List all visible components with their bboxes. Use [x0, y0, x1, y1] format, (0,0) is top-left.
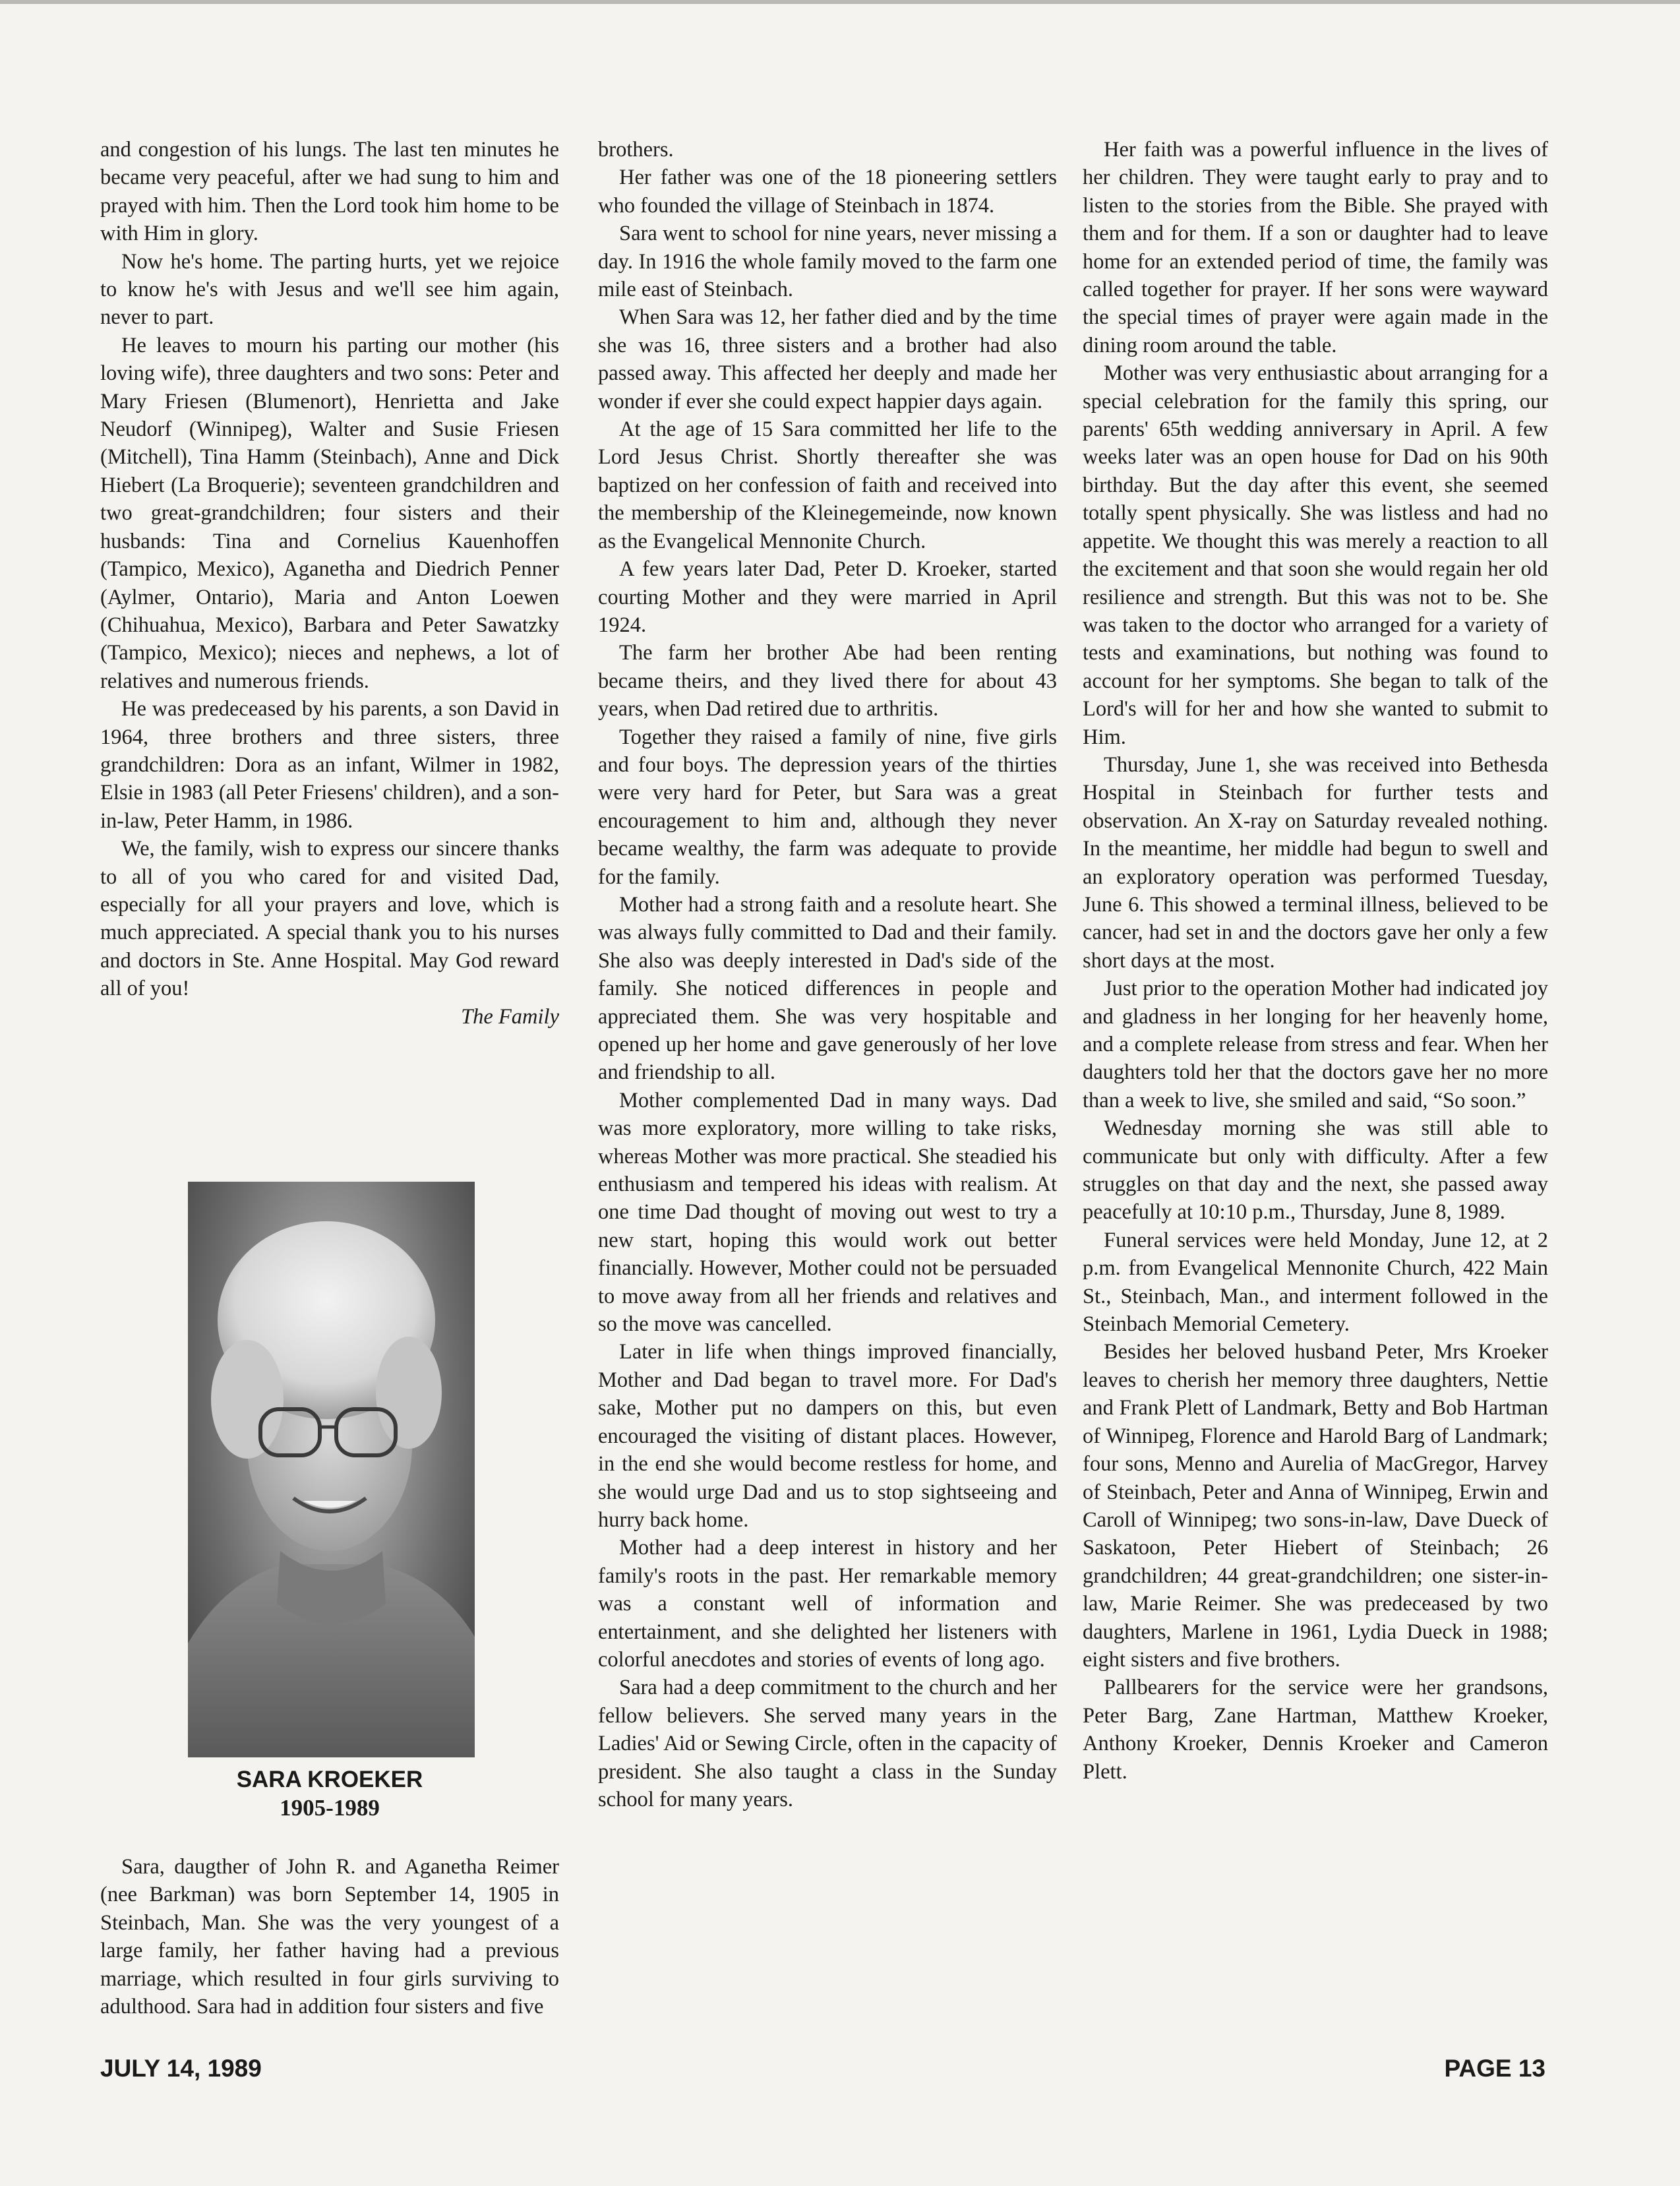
portrait-illustration: [188, 1182, 475, 1757]
paragraph: He leaves to mourn his parting our mother (his loving wife), three daughters and two sons: Peter and Mary Friesen (Blumenort), Henrietta and Jake Neudorf (Winnipeg), Walter and Susie Friesen (Mitchell), Tina Hamm (Steinbach), Anne and Dick Hiebert (La Broquerie); seventeen grandchildren and two great-grandchildren; four sisters and their husbands: Tina and Cornelius Kauenhoffen (Tampico, Mexico), Aganetha and Diedrich Penner (Aylmer, Ontario), Maria and Anton Loewen (Chihuahua, Mexico), Barbara and Peter Sawatzky (Tampico, Mexico); nieces and nephews, a lot of relatives and numerous friends.: [100, 333, 559, 693]
paragraph: Mother complemented Dad in many ways. Dad was more exploratory, more willing to take risks, whereas Mother was more practical. She steadied his enthusiasm and tempered his ideas with realism. At one time Dad thought of moving out west to try a new start, hoping this would work out better financially. However, Mother could not be persuaded to move away from all her friends and relatives and so the move was cancelled.: [598, 1088, 1057, 1337]
paragraph: Besides her beloved husband Peter, Mrs Kroeker leaves to cherish her memory three daughters, Nettie and Frank Plett of Landmark, Betty and Bob Hartman of Winnipeg, Florence and Harold Barg of Landmark; four sons, Menno and Aurelia of MacGregor, Harvey of Steinbach, Peter and Anna of Winnipeg, Erwin and Caroll of Winnipeg; two sons-in-law, Dave Dueck of Saskatoon, Peter Hiebert of Steinbach; 26 grandchildren; 44 great-grandchildren; one sister-in-law, Marie Reimer. She was predeceased by two daughters, Marlene in 1961, Lydia Dueck in 1988; eight sisters and five brothers.: [1083, 1340, 1548, 1672]
column-1-bottom: [100, 1853, 559, 2020]
paragraph: Funeral services were held Monday, June 12, at 2 p.m. from Evangelical Mennonite Church, 422 Main St., Steinbach, Man., and interment followed in the Steinbach Memorial Cemetery.: [1083, 1228, 1548, 1337]
signature: The Family: [461, 1004, 559, 1029]
paragraph: Together they raised a family of nine, five girls and four boys. The depression years of the thirties were very hard for Peter, but Sara was a great encouragement to him and, although they never became wealthy, the farm was adequate to provide for the family.: [598, 725, 1057, 889]
paragraph: When Sara was 12, her father died and by the time she was 16, three sisters and a brother had also passed away. This affected her deeply and made her wonder if ever she could expect happier days again.: [598, 305, 1057, 413]
paragraph: Mother had a deep interest in history and her family's roots in the past. Her remarkable memory was a constant well of information and entertainment, and she delighted her listeners with colorful anecdotes and stories of events of long ago.: [598, 1536, 1057, 1672]
paragraph: The farm her brother Abe had been renting became theirs, and they lived there for about 43 years, when Dad retired due to arthritis.: [598, 641, 1057, 721]
paragraph: Sara had a deep commitment to the church and her fellow believers. She served many years in the Ladies' Aid or Sewing Circle, often in the capacity of president. She also taught a class in the Sunday school for many years.: [598, 1676, 1057, 1811]
paragraph: Later in life when things improved financially, Mother and Dad began to travel more. For Dad's sake, Mother put no dampers on this, but even encouraged the visiting of distant places. However, in the end she would become restless for home, and she would urge Dad and us to stop sightseeing and hurry back home.: [598, 1340, 1057, 1532]
column-3: [1083, 136, 1548, 1786]
paragraph: He was predeceased by his parents, a son David in 1964, three brothers and three sisters, three grandchildren: Dora as an infant, Wilmer in 1982, Elsie in 1983 (all Peter Friesens' children), and a son-in-law, Peter Hamm, in 1986.: [100, 697, 559, 833]
paragraph: Sara went to school for nine years, never missing a day. In 1916 the whole family moved to the farm one mile east of Steinbach.: [598, 222, 1057, 302]
paragraph: Sara, daugther of John R. and Aganetha Reimer (nee Barkman) was born September 14, 1905 in Steinbach, Man. She was the very youngest of a large family, her father having had a previous marriage, which resulted in four girls surviving to adulthood. Sara had in addition four sisters and five: [100, 1855, 559, 2019]
column-2: [598, 136, 1057, 1813]
paragraph: brothers.: [598, 138, 674, 162]
photo-caption-name: SARA KROEKER: [236, 1767, 423, 1792]
paragraph: At the age of 15 Sara committed her life to the Lord Jesus Christ. Shortly thereafter she was baptized on her confession of faith and received into the membership of the Kleinegemeinde, now known as the Evangelical Mennonite Church.: [598, 417, 1057, 553]
paragraph: Just prior to the operation Mother had indicated joy and gladness in her longing for her heavenly home, and a complete release from stress and fear. When her daughters told her that the doctors gave her no more than a week to live, she smiled and said, “So soon.”: [1083, 977, 1548, 1112]
top-edge-line: [0, 0, 1680, 4]
paragraph: A few years later Dad, Peter D. Kroeker, started courting Mother and they were married in April 1924.: [598, 557, 1057, 637]
paragraph: and congestion of his lungs. The last ten minutes he became very peaceful, after we had sung to him and prayed with him. Then the Lord took him home to be with Him in glory.: [100, 138, 559, 246]
paragraph: Wednesday morning she was still able to communicate but only with difficulty. After a few struggles on that day and the next, she passed away peacefully at 10:10 p.m., Thursday, June 8, 1989.: [1083, 1116, 1548, 1225]
footer-date: JULY 14, 1989: [100, 2055, 262, 2082]
paragraph: Her faith was a powerful influence in the lives of her children. They were taught early to pray and to listen to the stories from the Bible. She prayed with them and for them. If a son or daughter had to leave home for an extended period of time, the family was called together for prayer. If her sons were wayward the special times of prayer were again made in the dining room around the table.: [1083, 138, 1548, 357]
paragraph: Her father was one of the 18 pioneering settlers who founded the village of Steinbach in 1874.: [598, 166, 1057, 218]
column-1-top: [100, 136, 559, 1031]
photo-caption-years: 1905-1989: [280, 1795, 380, 1821]
paragraph: Thursday, June 1, she was received into Bethesda Hospital in Steinbach for further tests and observation. An X-ray on Saturday revealed nothing. In the meantime, her middle had begun to swell and an exploratory operation was performed Tuesday, June 6. This showed a terminal illness, believed to be cancer, had set in and the doctors gave her only a few short days at the most.: [1083, 752, 1548, 973]
paragraph: Mother had a strong faith and a resolute heart. She was always fully committed to Dad and their family. She also was deeply interested in Dad's side of the family. She noticed differences in people and appreciated them. She was very hospitable and opened up her home and gave generously of her love and friendship to all.: [598, 892, 1057, 1085]
paragraph: We, the family, wish to express our sincere thanks to all of you who cared for and visited Dad, especially for all your prayers and love, which is much appreciated. A special thank you to his nurses and doctors in Ste. Anne Hospital. May God reward all of you!: [100, 837, 559, 1001]
footer-page-number: PAGE 13: [1444, 2055, 1545, 2082]
paragraph: Pallbearers for the service were her grandsons, Peter Barg, Zane Hartman, Matthew Kroeker, Anthony Kroeker, Dennis Kroeker and Cameron Plett.: [1083, 1676, 1548, 1784]
portrait-photo: [188, 1182, 475, 1757]
paragraph: Mother was very enthusiastic about arranging for a special celebration for the family this spring, our parents' 65th wedding anniversary in April. A few weeks later was an open house for Dad on his 90th birthday. But the day after this event, she seemed totally spent physically. She was listless and had no appetite. We thought this was merely a reaction to all the excitement and that soon she would regain her old resilience and strength. But this was not to be. She was taken to the doctor who arranged for a variety of tests and examinations, but nothing was found to account for her symptoms. She began to talk of the Lord's will for her and how she wanted to submit to Him.: [1083, 361, 1548, 749]
paragraph: Now he's home. The parting hurts, yet we rejoice to know he's with Jesus and we'll see him again, never to part.: [100, 249, 559, 330]
